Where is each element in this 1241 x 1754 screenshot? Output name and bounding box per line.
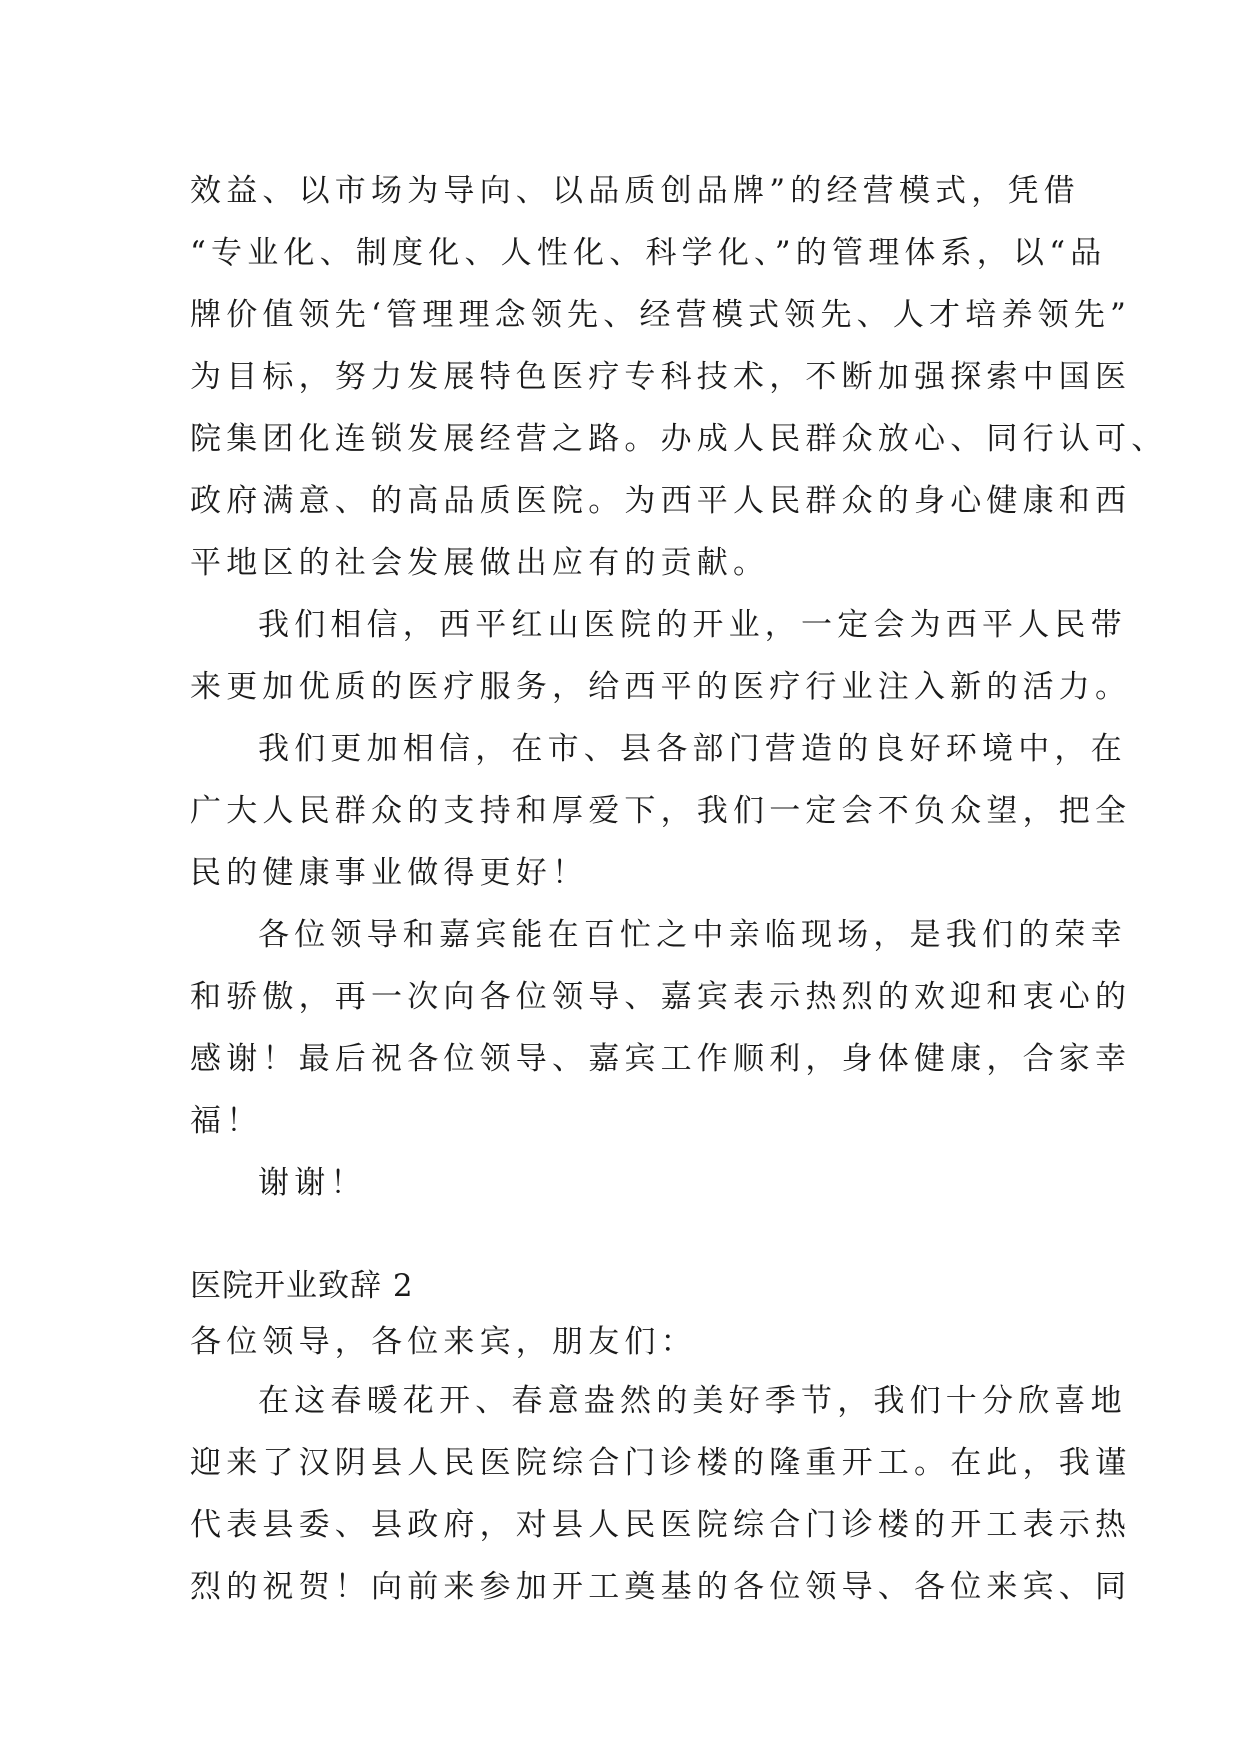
text-line: 牌价值领先‘管理理念领先、经营模式领先、人才培养领先”: [190, 297, 1132, 333]
text-line: 代表县委、县政府，对县人民医院综合门诊楼的开工表示热: [190, 1507, 1132, 1543]
paragraph-3: [190, 718, 1132, 904]
text-line: 福！: [190, 1103, 263, 1139]
greeting-line: 各位领导，各位来宾，朋友们：: [190, 1324, 697, 1360]
section-gap: [190, 1214, 1060, 1258]
text-line: 来更加优质的医疗服务，给西平的医疗行业注入新的活力。: [190, 669, 1132, 705]
text-line: 在这春暖花开、春意盎然的美好季节，我们十分欣喜地: [258, 1383, 1127, 1419]
paragraph-5: [190, 1370, 1132, 1618]
paragraph-2: [190, 594, 1132, 718]
paragraph-4: [190, 904, 1132, 1152]
text-line: 我们相信，西平红山医院的开业，一定会为西平人民带: [258, 607, 1127, 643]
text-line: 迎来了汉阴县人民医院综合门诊楼的隆重开工。在此，我谨: [190, 1445, 1132, 1481]
text-line: 广大人民群众的支持和厚爱下，我们一定会不负众望，把全: [190, 793, 1132, 829]
text-line: 民的健康事业做得更好！: [190, 855, 589, 891]
text-line: 为目标，努力发展特色医疗专科技术，不断加强探索中国医: [190, 359, 1132, 395]
text-line: 感谢！最后祝各位领导、嘉宾工作顺利，身体健康，合家幸: [190, 1041, 1132, 1077]
text-line: 院集团化连锁发展经营之路。办成人民群众放心、同行认可、: [190, 421, 1168, 457]
text-line: 烈的祝贺！向前来参加开工奠基的各位领导、各位来宾、同: [190, 1569, 1132, 1605]
text-line: 各位领导和嘉宾能在百忙之中亲临现场，是我们的荣幸: [258, 917, 1127, 953]
text-line: 效益、以市场为导向、以品质创品牌”的经营模式，凭借: [190, 173, 1080, 209]
text-line: 平地区的社会发展做出应有的贡献。: [190, 545, 770, 581]
text-line: 我们更加相信，在市、县各部门营造的良好环境中，在: [258, 731, 1127, 767]
text-line: 和骄傲，再一次向各位领导、嘉宾表示热烈的欢迎和衷心的: [190, 979, 1132, 1015]
paragraph-1: [190, 160, 1168, 594]
section-title: 医院开业致辞 2: [190, 1268, 414, 1304]
thanks-line: 谢谢！: [258, 1165, 367, 1201]
text-line: 政府满意、的高品质医院。为西平人民群众的身心健康和西: [190, 483, 1132, 519]
text-line: “专业化、制度化、人性化、科学化、”的管理体系，以“品: [190, 235, 1107, 271]
document-page: [190, 160, 1168, 1618]
